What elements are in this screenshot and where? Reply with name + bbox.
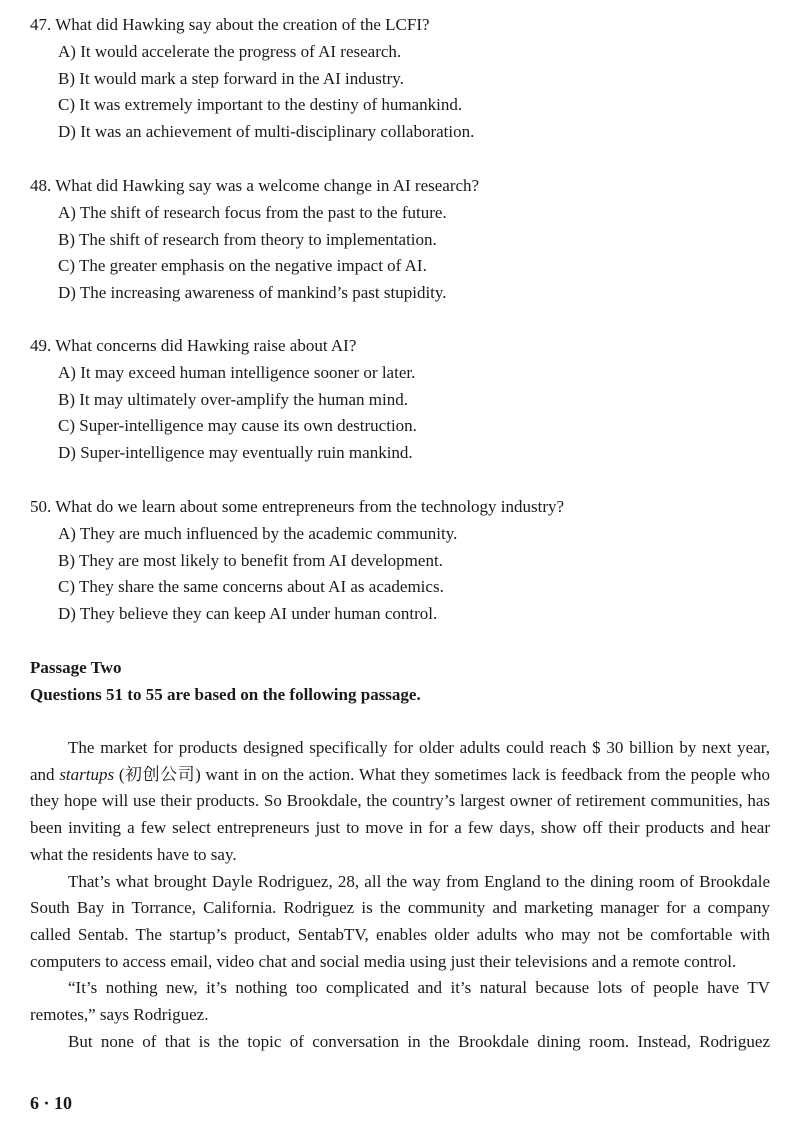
question-50 (30, 494, 770, 628)
page-number: 6 · 10 (30, 1093, 73, 1113)
option-a: A) It may exceed human intelligence sooner or later. (58, 362, 416, 382)
question-stem: 48. What did Hawking say was a welcome change in AI research? (30, 176, 480, 195)
option-a: A) They are much influenced by the academic community. (58, 523, 458, 543)
question-stem: 50. What do we learn about some entrepreneurs from the technology industry? (30, 497, 565, 516)
option-d: D) It was an achievement of multi-disciplinary collaboration. (58, 122, 475, 142)
option-b: B) The shift of research from theory to implementation. (58, 229, 437, 249)
paragraph-1-text-b: (初创公司) want in on the action. What they sometimes lack is feedback from the people who they hope will use their products. So Brookdale, the country’s largest owner of retirement communities, has been inviting a few select entrepreneurs just to move in for a few days, show off their products and hear what the residents have to say. (30, 764, 770, 864)
paragraph-1 (30, 735, 770, 869)
passage-subtitle: Questions 51 to 55 are based on the following passage. (30, 685, 421, 704)
paragraph-2: That’s what brought Dayle Rodriguez, 28, all the way from England to the dining room of Brookdale South Bay in Torrance, California. Rodriguez is the community and marketing manager for a company called Sentab. The startup’s product, SentabTV, enables older adults who may not be comfortable with computers to access email, video chat and social media using just their televisions and a remote control. (30, 871, 770, 971)
option-c: C) The greater emphasis on the negative impact of AI. (58, 256, 427, 276)
option-d: D) The increasing awareness of mankind’s past stupidity. (58, 283, 447, 303)
option-c: C) It was extremely important to the destiny of humankind. (58, 95, 463, 115)
option-a: A) The shift of research focus from the past to the future. (58, 202, 447, 222)
option-b: B) It may ultimately over-amplify the human mind. (58, 389, 408, 409)
italic-term: startups (59, 764, 115, 784)
passage-body (30, 735, 770, 1055)
passage-title: Passage Two (30, 658, 122, 677)
paragraph-4: But none of that is the topic of conversation in the Brookdale dining room. Instead, Rodriguez (68, 1031, 770, 1051)
paragraph-1-text-a: The market for products designed specifically for older adults could reach $ 30 billion by next year, and (30, 738, 770, 784)
option-c: C) Super-intelligence may cause its own destruction. (58, 416, 417, 436)
option-b: B) They are most likely to benefit from AI development. (58, 550, 443, 570)
question-stem: 49. What concerns did Hawking raise about AI? (30, 336, 357, 355)
question-47 (30, 12, 770, 146)
option-d: D) Super-intelligence may eventually ruin mankind. (58, 443, 413, 463)
question-48 (30, 173, 770, 307)
question-49 (30, 333, 770, 467)
option-d: D) They believe they can keep AI under human control. (58, 604, 438, 624)
question-stem: 47. What did Hawking say about the creation of the LCFI? (30, 15, 430, 34)
option-a: A) It would accelerate the progress of AI research. (58, 41, 402, 61)
paragraph-3: “It’s nothing new, it’s nothing too complicated and it’s natural because lots of people have TV remotes,” says Rodriguez. (30, 978, 770, 1025)
option-b: B) It would mark a step forward in the AI industry. (58, 68, 404, 88)
option-c: C) They share the same concerns about AI as academics. (58, 577, 444, 597)
